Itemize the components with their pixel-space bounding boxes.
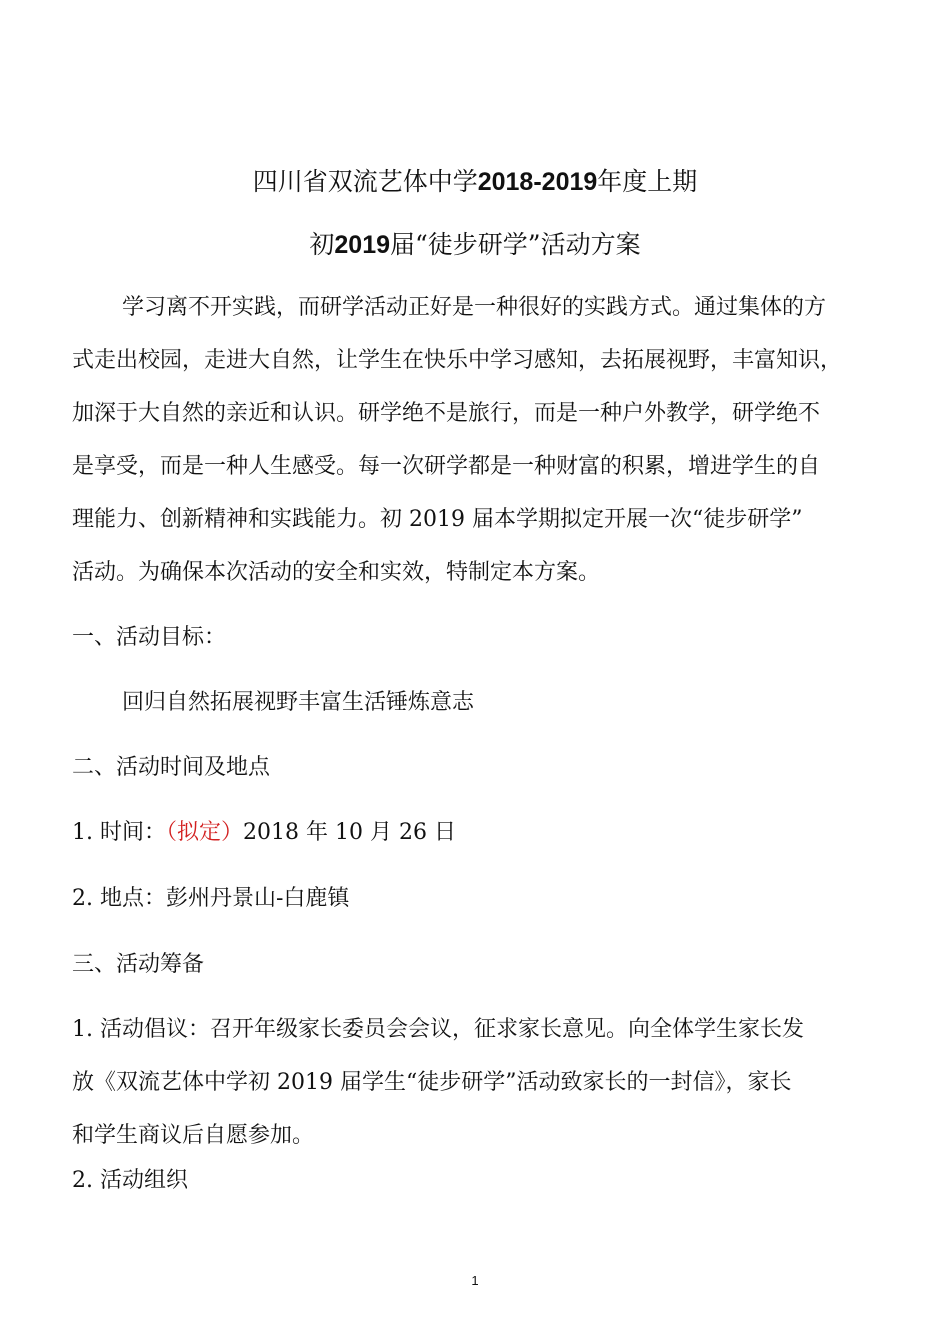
intro-paragraph-line: 学习离不开实践，而研学活动正好是一种很好的实践方式。通过集体的方	[122, 295, 827, 320]
intro-paragraph-line: 活动。为确保本次活动的安全和实效，特制定本方案。	[72, 560, 601, 585]
title-year-range: 2018-2019	[477, 168, 598, 196]
title-text: 届“徒步研学”活动方案	[390, 230, 641, 259]
title-text: 四川省双流艺体中学	[252, 167, 478, 196]
preparation-item-1-line: 和学生商议后自愿参加。	[72, 1123, 315, 1148]
intro-paragraph-line: 是享受，而是一种人生感受。每一次研学都是一种财富的积累，增进学生的自	[72, 454, 821, 479]
tentative-note: （拟定）	[165, 820, 243, 845]
page-number: 1	[471, 1273, 479, 1288]
preparation-item-1-line: 放《双流艺体中学初 2019 届学生“徒步研学”活动致家长的一封信》，家长	[72, 1070, 792, 1095]
goals-text: 回归自然拓展视野丰富生活锤炼意志	[122, 690, 475, 715]
time-value: 2018 年 10 月 26 日	[243, 820, 456, 845]
section-heading-goals: 一、活动目标：	[72, 625, 227, 650]
section-heading-preparation: 三、活动筹备	[72, 952, 205, 977]
section-heading-time-place: 二、活动时间及地点	[72, 755, 271, 780]
document-title-line-2	[0, 229, 950, 261]
place-item: 2. 地点：彭州丹景山-白鹿镇	[72, 886, 350, 911]
time-item	[72, 818, 456, 848]
intro-paragraph-line: 理能力、创新精神和实践能力。初 2019 届本学期拟定开展一次“徒步研学”	[72, 507, 803, 532]
title-year: 2019	[334, 231, 391, 259]
title-text: 初	[309, 230, 335, 259]
preparation-item-1-line: 1. 活动倡议：召开年级家长委员会会议，征求家长意见。向全体学生家长发	[72, 1017, 804, 1042]
preparation-item-2: 2. 活动组织	[72, 1168, 188, 1193]
intro-paragraph-line: 加深于大自然的亲近和认识。研学绝不是旅行，而是一种户外教学，研学绝不	[72, 401, 821, 426]
intro-paragraph-line: 式走出校园，走进大自然，让学生在快乐中学习感知，去拓展视野，丰富知识，	[72, 348, 843, 373]
title-text: 年度上期	[597, 167, 698, 196]
document-title-line-1	[0, 166, 950, 198]
time-label: 1. 时间：	[72, 820, 166, 845]
